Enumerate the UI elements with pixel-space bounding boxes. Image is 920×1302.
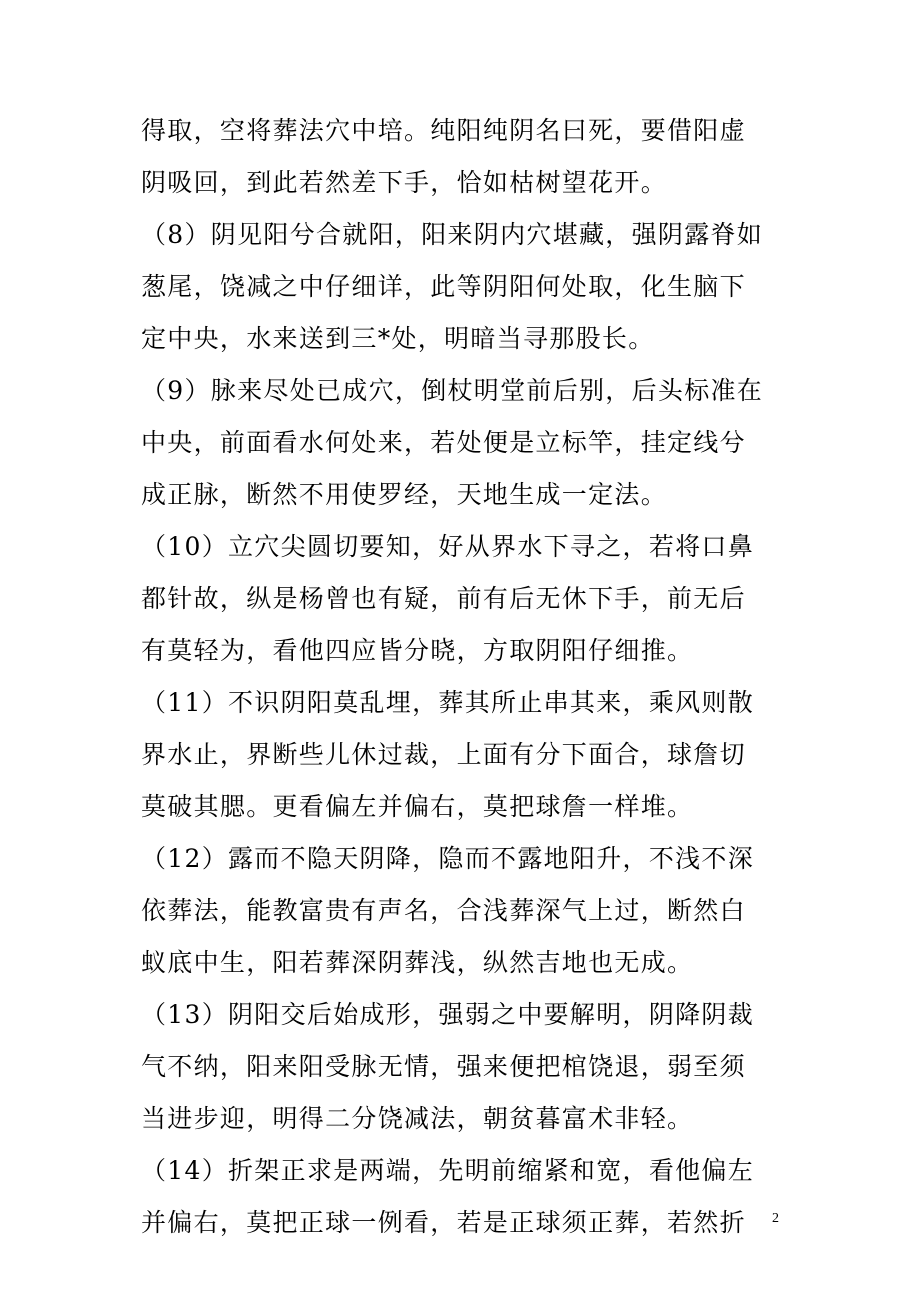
text-line: 并偏右，莫把正球一例看，若是正球须正葬，若然折	[141, 1208, 746, 1237]
text-line: 葱尾，饶减之中仔细详，此等阴阳何处取，化生脑下	[141, 272, 746, 301]
text-line: 都针故，纵是杨曾也有疑，前有后无休下手，前无后	[141, 584, 746, 613]
text-line: 阴吸回，到此若然差下手，恰如枯树望花开。	[141, 168, 668, 197]
text-line: 定中央，水来送到三*处，明暗当寻那股长。	[141, 324, 655, 353]
text-line: （9）脉来尽处已成穴，倒杖明堂前后别，后头标准在	[141, 376, 764, 405]
text-line: 有莫轻为，看他四应皆分晓，方取阴阳仔细推。	[141, 636, 694, 665]
text-line: （10）立穴尖圆切要知，好从界水下寻之，若将口鼻	[141, 532, 755, 561]
text-line: （13）阴阳交后始成形，强弱之中要解明，阴降阴裁	[141, 1000, 755, 1029]
text-line: 界水止，界断些儿休过裁，上面有分下面合，球詹切	[141, 740, 746, 769]
text-line: 气不纳，阳来阳受脉无情，强来便把棺饶退，弱至须	[141, 1052, 746, 1081]
text-line: 当进步迎，明得二分饶减法，朝贫暮富术非轻。	[141, 1104, 694, 1133]
text-line: 依葬法，能教富贵有声名，合浅葬深气上过，断然白	[141, 896, 746, 925]
text-line: （8）阴见阳兮合就阳，阳来阴内穴堪藏，强阴露脊如	[141, 220, 764, 249]
text-line: 得取，空将葬法穴中培。纯阳纯阴名曰死，要借阳虚	[141, 116, 746, 145]
page-number: 2	[772, 1211, 779, 1226]
text-line: 成正脉，断然不用使罗经，天地生成一定法。	[141, 480, 668, 509]
text-line: （14）折架正求是两端，先明前缩紧和宽，看他偏左	[141, 1156, 755, 1185]
text-line: 蚁底中生，阳若葬深阴葬浅，纵然吉地也无成。	[141, 948, 694, 977]
text-line: （12）露而不隐天阴降，隐而不露地阳升，不浅不深	[141, 844, 755, 873]
text-line: （11）不识阴阳莫乱埋，葬其所止串其来，乘风则散	[141, 688, 755, 717]
page-body	[141, 114, 791, 1239]
text-line: 中央，前面看水何处来，若处便是立标竿，挂定线兮	[141, 428, 746, 457]
text-line: 莫破其腮。更看偏左并偏右，莫把球詹一样堆。	[141, 792, 694, 821]
